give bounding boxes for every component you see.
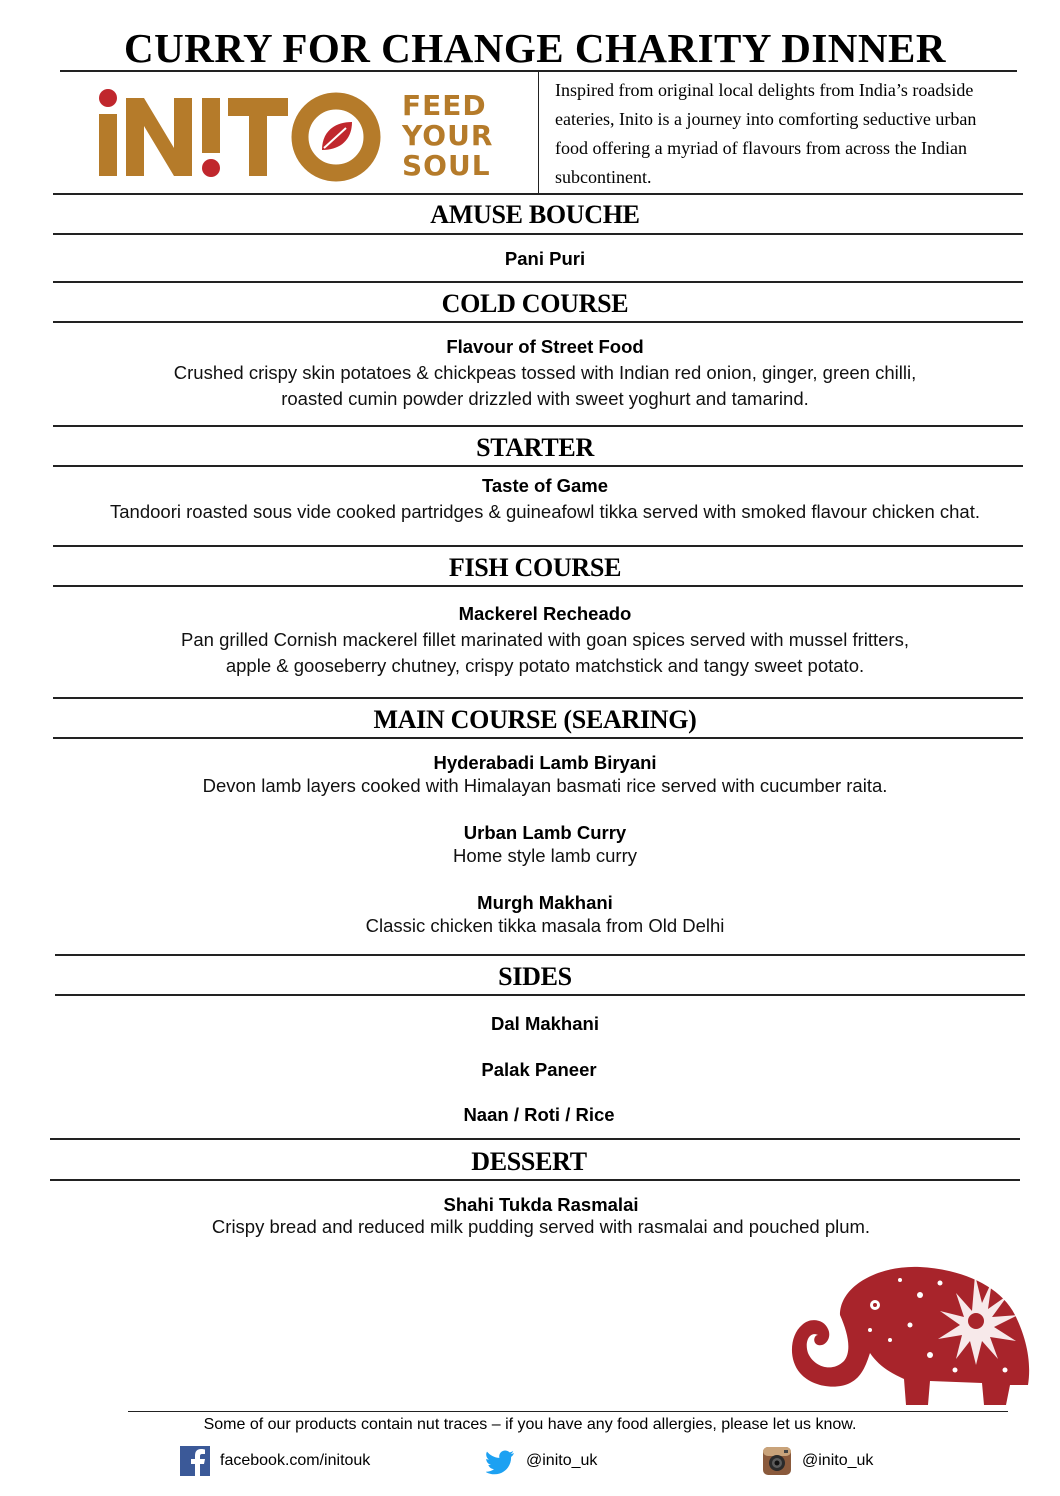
section-heading-main-course: MAIN COURSE (SEARING) [373,705,697,734]
divider [55,954,1025,956]
dish-description: Crispy bread and reduced milk pudding served with rasmalai and pouched plum. [211,1216,871,1237]
intro-line: Inspired from original local delights from India’s roadside [555,80,974,100]
instagram-handle: @inito_uk [802,1452,874,1469]
divider [53,465,1023,467]
section-heading-sides: SIDES [498,962,572,991]
facebook-link[interactable] [180,1446,370,1476]
twitter-link[interactable] [486,1446,597,1476]
facebook-handle: facebook.com/initouk [220,1452,371,1469]
intro-line: food offering a myriad of flavours from across the Indian [555,138,968,158]
divider [53,425,1023,427]
divider [128,1411,1008,1412]
divider [53,737,1023,739]
dish-name: Taste of Game [481,475,609,496]
section-heading-cold-course: COLD COURSE [441,289,629,318]
twitter-handle: @inito_uk [526,1452,598,1469]
dish-description: Crushed crispy skin potatoes & chickpeas tossed with Indian red onion, ginger, green chilli, [173,362,917,383]
dish-name: Pani Puri [504,248,586,269]
instagram-icon [762,1446,792,1476]
dish-description: Pan grilled Cornish mackerel fillet marinated with goan spices served with mussel fritters, [181,629,909,650]
divider [50,1138,1020,1140]
dish-name: Mackerel Recheado [458,603,632,624]
side-dish: Naan / Roti / Rice [463,1104,615,1125]
tagline-line: FEED [402,89,487,122]
section-heading-fish-course: FISH COURSE [448,553,622,582]
dish-description: roasted cumin powder drizzled with sweet yoghurt and tamarind. [281,388,809,409]
dish-description: Home style lamb curry [452,845,637,866]
divider [53,321,1023,323]
dish-name: Shahi Tukda Rasmalai [443,1194,639,1215]
menu-title: CURRY FOR CHANGE CHARITY DINNER [124,25,946,71]
divider [53,281,1023,283]
dish-description: Devon lamb layers cooked with Himalayan basmati rice served with cucumber raita. [202,775,888,796]
dish-description: Classic chicken tikka masala from Old Delhi [365,915,725,936]
divider [55,994,1025,996]
instagram-link[interactable] [762,1446,873,1476]
dish-name: Murgh Makhani [477,892,613,913]
side-dish: Dal Makhani [491,1013,599,1034]
twitter-icon [486,1446,516,1476]
divider [50,1179,1020,1181]
elephant-illustration [770,1255,1040,1425]
dish-description: Tandoori roasted sous vide cooked partridges & guineafowl tikka served with smoked flavour chicken chat. [110,501,980,522]
side-dish: Palak Paneer [481,1059,597,1080]
intro-line: subcontinent. [555,167,652,187]
tagline-line: YOUR [402,119,494,152]
facebook-icon [180,1446,210,1476]
section-heading-amuse-bouche: AMUSE BOUCHE [430,200,640,229]
divider [53,193,1023,195]
inito-logo [96,76,516,186]
intro-line: eateries, Inito is a journey into comforting seductive urban [555,109,977,129]
restaurant-intro [555,76,1025,192]
dish-name: Flavour of Street Food [446,336,644,357]
dish-name: Urban Lamb Curry [463,822,627,843]
divider [53,585,1023,587]
divider [53,545,1023,547]
divider [538,72,539,193]
section-heading-dessert: DESSERT [471,1147,587,1176]
divider [53,233,1023,235]
dish-description: apple & gooseberry chutney, crispy potato matchstick and tangy sweet potato. [225,655,865,676]
allergy-note: Some of our products contain nut traces – if you have any food allergies, please let us know. [203,1416,857,1433]
divider [53,697,1023,699]
tagline-line: SOUL [402,149,491,182]
section-heading-starter: STARTER [476,433,594,462]
dish-name: Hyderabadi Lamb Biryani [433,752,657,773]
